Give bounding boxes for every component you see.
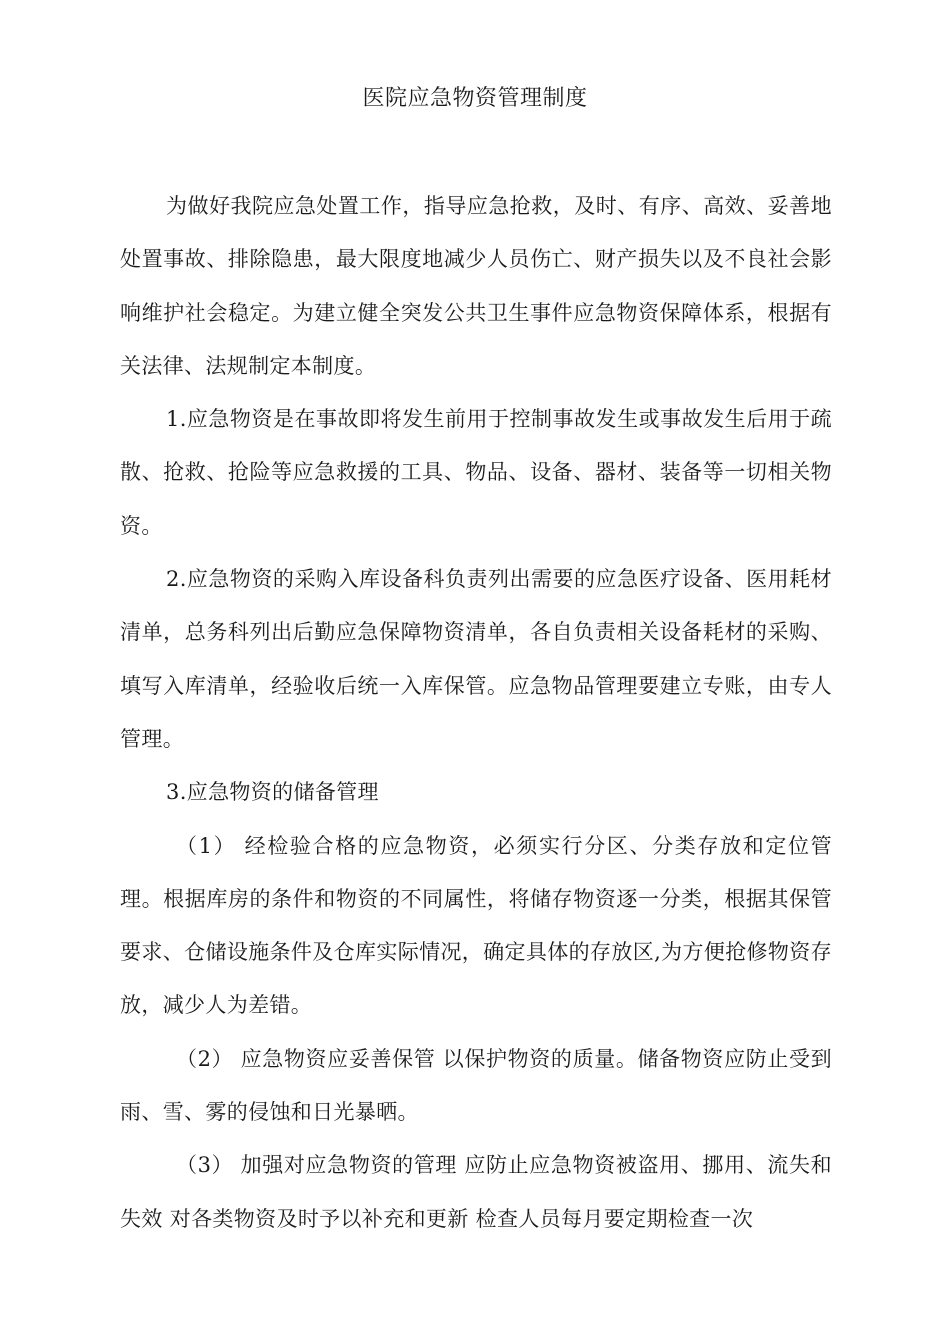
intro-paragraph: 为做好我院应急处置工作，指导应急抢救，及时、有序、高效、妥善地处置事故、排除隐患，最大限度地减少人员伤亡、财产损失以及不良社会影响维护社会稳定。为建立健全突发公共卫生事件应急物资保障体系，根据有关法律、法规制定本制度。 xyxy=(120,194,832,378)
clause-3-item-2-paragraph: （2） 应急物资应妥善保管 以保护物资的质量。储备物资应防止受到雨、雪、雾的侵蚀和日光暴晒。 xyxy=(120,1046,832,1125)
clause-3-heading: 3.应急物资的储备管理 xyxy=(166,780,379,805)
document-body xyxy=(120,180,832,1246)
document-title: 医院应急物资管理制度 xyxy=(362,86,588,111)
clause-3-item-3-paragraph: （3） 加强对应急物资的管理 应防止应急物资被盗用、挪用、流失和失效 对各类物资及时予以补充和更新 检查人员每月要定期检查一次 xyxy=(120,1153,832,1231)
clause-1-paragraph: 1.应急物资是在事故即将发生前用于控制事故发生或事故发生后用于疏散、抢救、抢险等应急救援的工具、物品、设备、器材、装备等一切相关物资。 xyxy=(120,407,832,538)
clause-2-paragraph: 2.应急物资的采购入库设备科负责列出需要的应急医疗设备、医用耗材清单，总务科列出后勤应急保障物资清单，各自负责相关设备耗材的采购、填写入库清单，经验收后统一入库保管。应急物品管理要建立专账，由专人管理。 xyxy=(120,567,832,751)
clause-3-item-1-paragraph: （1） 经检验合格的应急物资，必须实行分区、分类存放和定位管理。根据库房的条件和物资的不同属性，将储存物资逐一分类，根据其保管要求、仓储设施条件及仓库实际情况，确定具体的存放区,为方便抢修物资存放，减少人为差错。 xyxy=(120,833,832,1018)
